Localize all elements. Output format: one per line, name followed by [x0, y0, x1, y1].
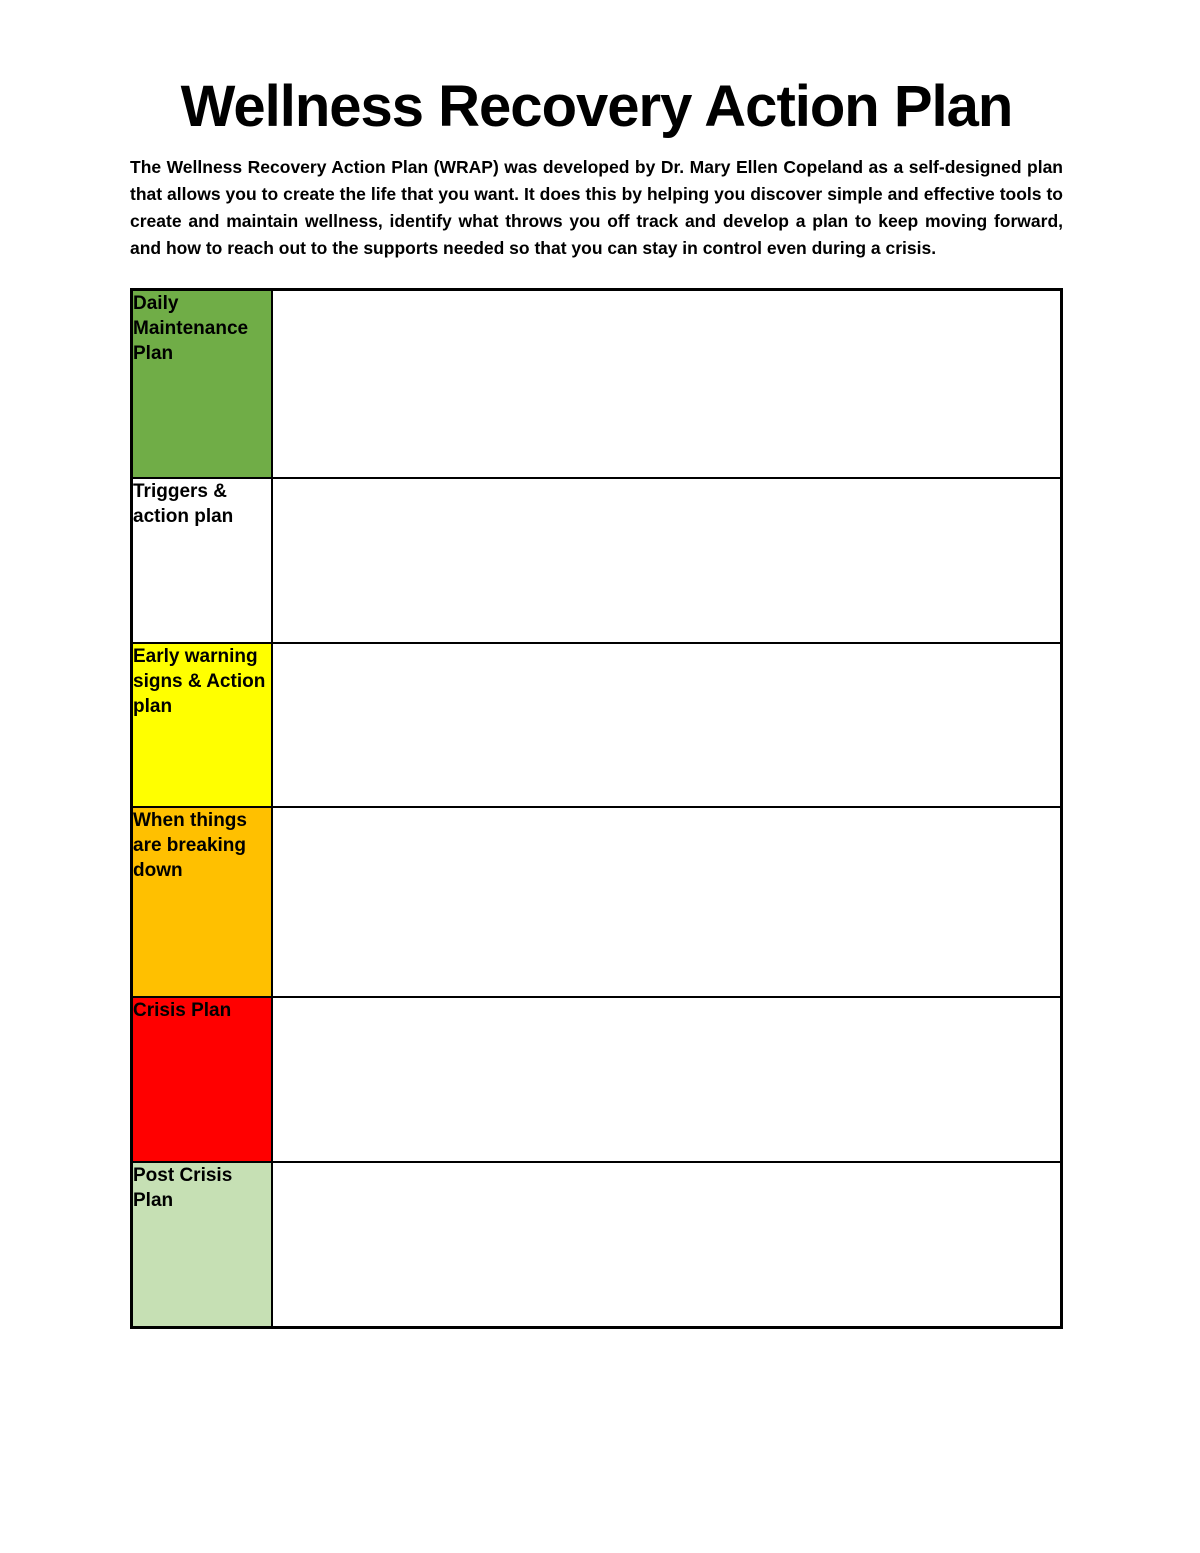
row-label-breaking-down: When things are breaking down: [132, 807, 273, 997]
row-label-crisis: Crisis Plan: [132, 997, 273, 1162]
row-content-early-warning: [272, 643, 1062, 807]
row-content-daily-maintenance: [272, 289, 1062, 478]
row-content-triggers: [272, 478, 1062, 643]
row-label-triggers: Triggers & action plan: [132, 478, 273, 643]
row-content-post-crisis: [272, 1162, 1062, 1328]
row-content-crisis: [272, 997, 1062, 1162]
table-row-early-warning: [132, 643, 1062, 807]
table-row-post-crisis: [132, 1162, 1062, 1328]
table-row-triggers: [132, 478, 1062, 643]
document-content: [130, 0, 1063, 1329]
table-row-crisis: [132, 997, 1062, 1162]
row-content-breaking-down: [272, 807, 1062, 997]
row-label-post-crisis: Post Crisis Plan: [132, 1162, 273, 1328]
wrap-plan-table: [130, 288, 1063, 1329]
page-title: Wellness Recovery Action Plan: [180, 74, 1013, 139]
table-row-daily-maintenance: [132, 289, 1062, 478]
row-label-daily-maintenance: Daily Maintenance Plan: [132, 289, 273, 478]
table-row-breaking-down: [132, 807, 1062, 997]
intro-paragraph: The Wellness Recovery Action Plan (WRAP) was developed by Dr. Mary Ellen Copeland as a self-designed plan that allows you to create the life that you want. It does this by helping you discover simple and effective tools to create and maintain wellness, identify what throws you off track and develop a plan to keep moving forward, and how to reach out to the supports needed so that you can stay in control even during a crisis.: [130, 156, 1063, 258]
row-label-early-warning: Early warning signs & Action plan: [132, 643, 273, 807]
